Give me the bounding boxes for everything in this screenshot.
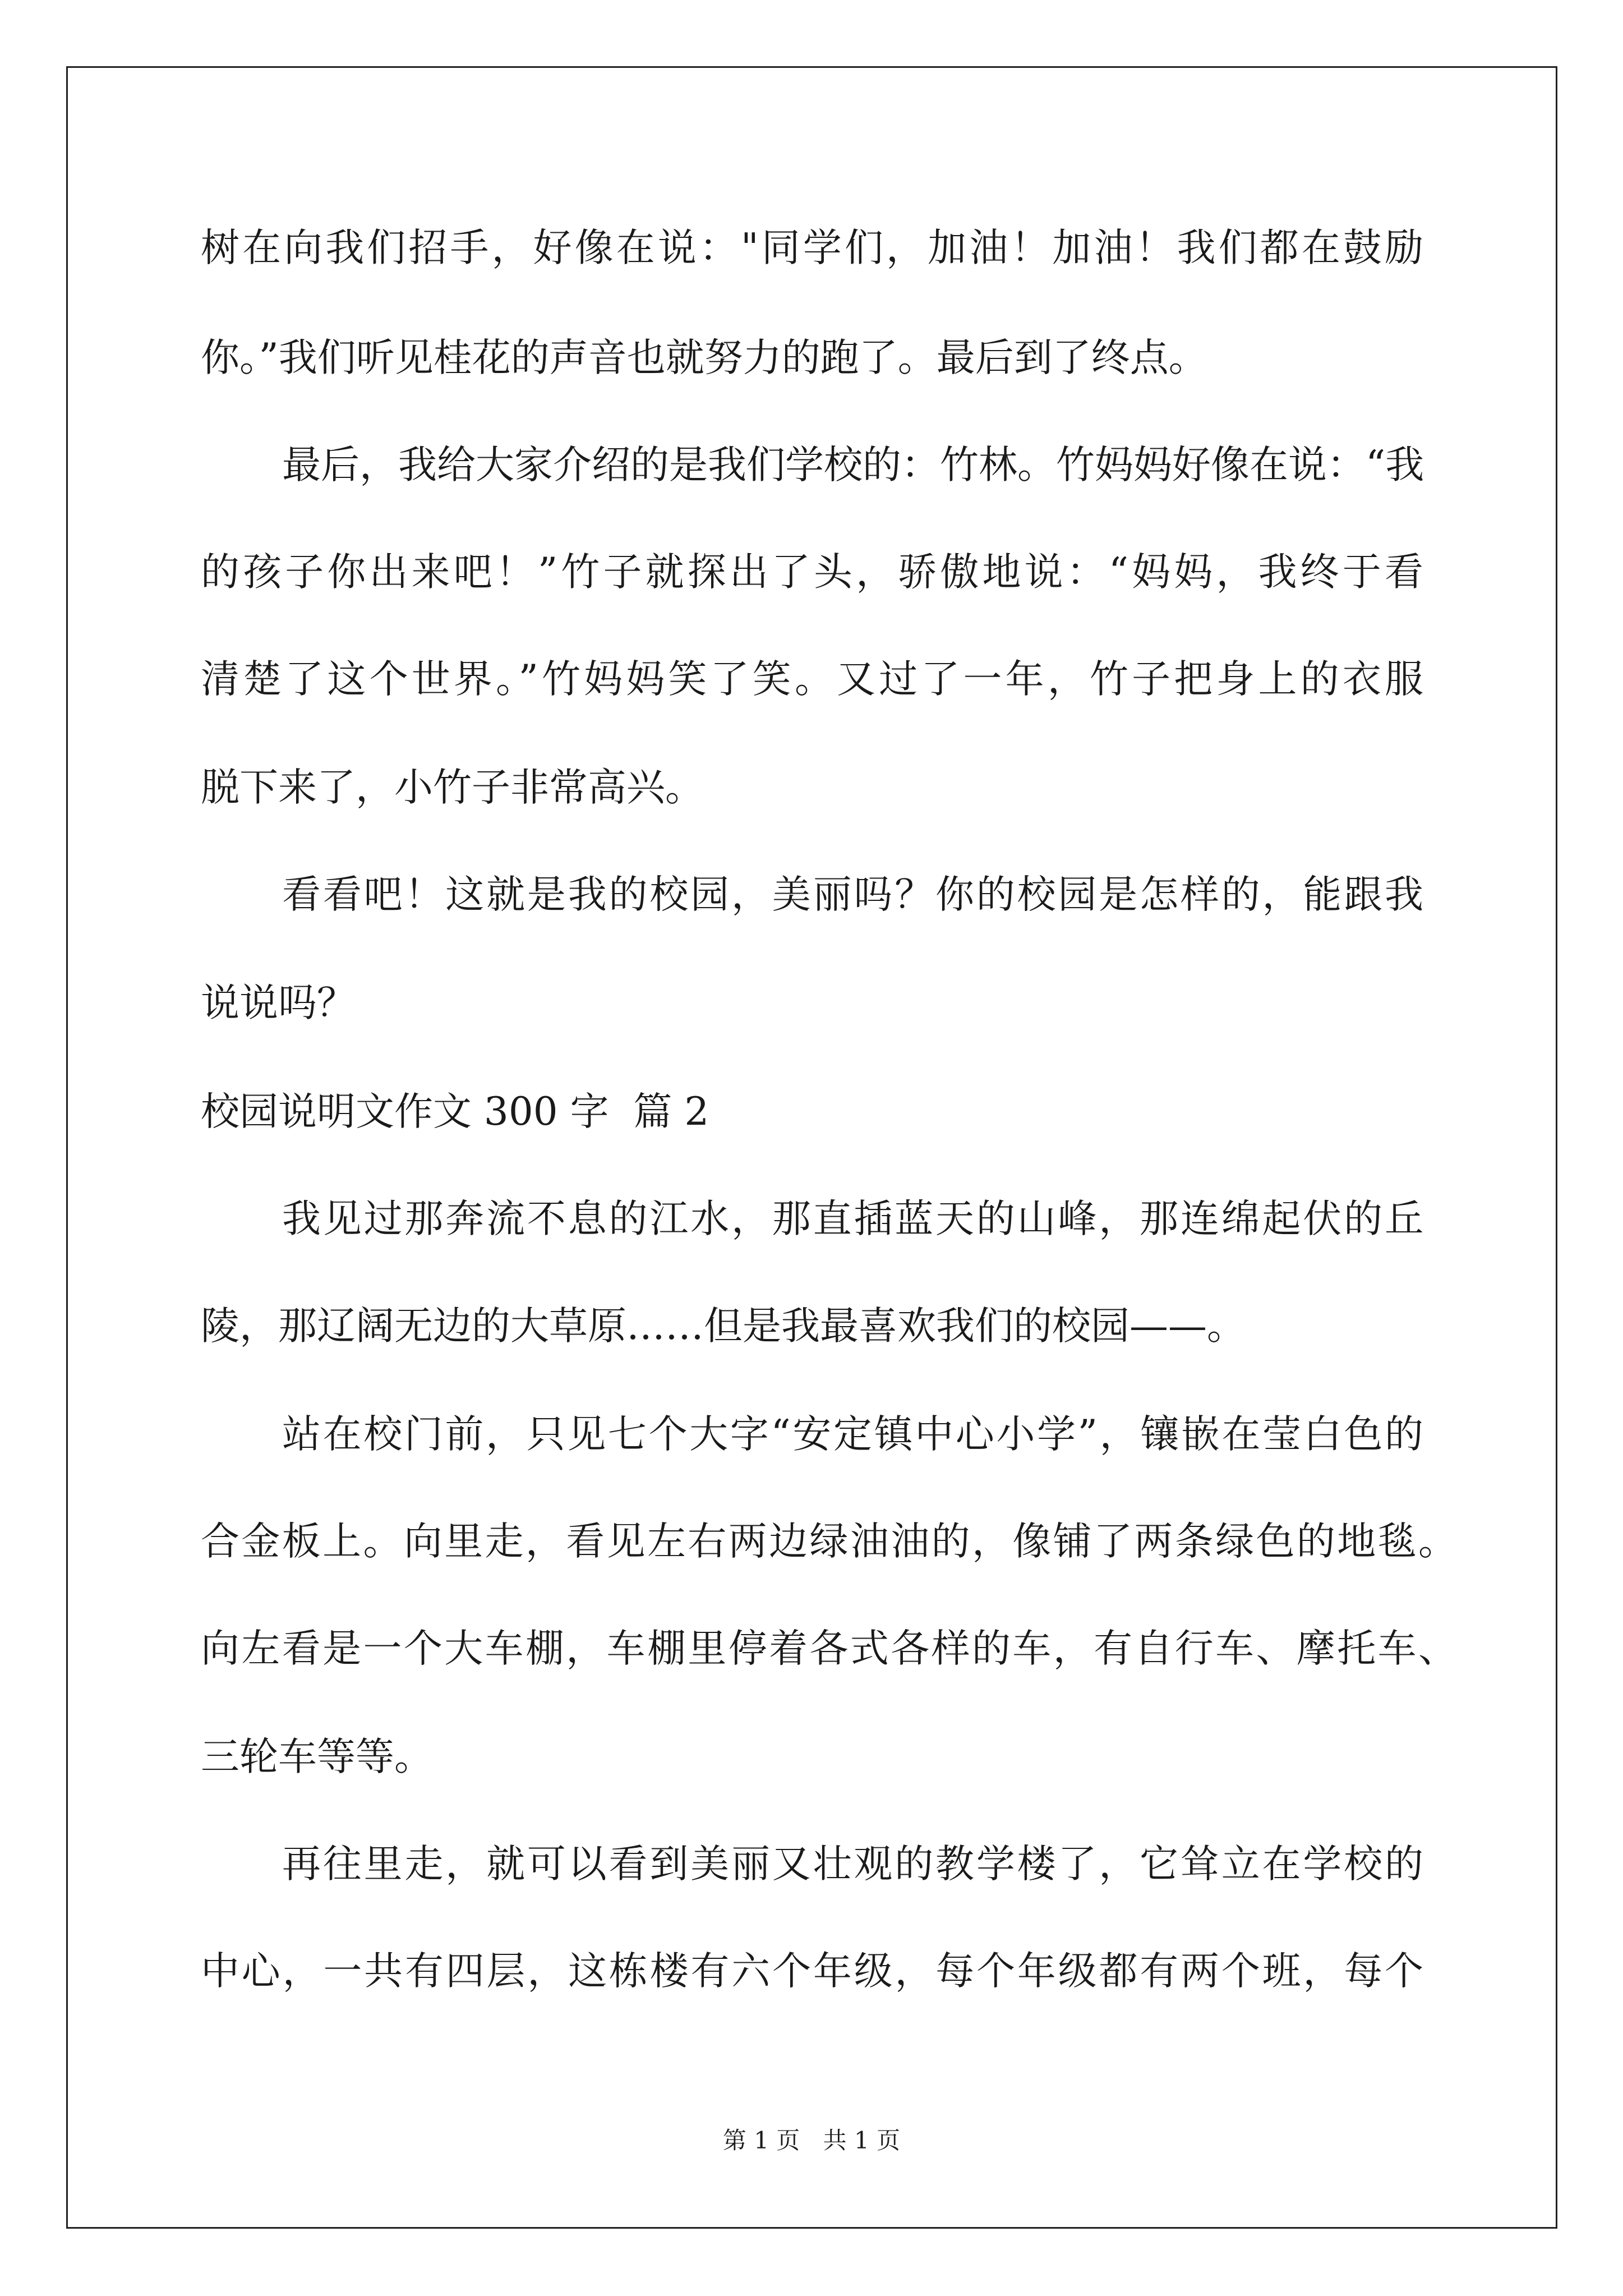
body-line: 说说吗？ <box>201 981 356 1025</box>
body-line: 三轮车等等。 <box>201 1734 433 1779</box>
paragraph-first-line: 我见过那奔流不息的江水，那直插蓝天的山峰，那连绵起伏的丘 <box>282 1197 1423 1241</box>
body-line: 树在向我们招手，好像在说："同学们，加油！加油！我们都在鼓励 <box>201 226 1423 270</box>
page-border <box>66 66 1557 2229</box>
body-line: 向左看是一个大车棚，车棚里停着各式各样的车，有自行车、摩托车、 <box>201 1626 1457 1671</box>
paragraph-first-line: 看看吧！这就是我的校园，美丽吗？你的校园是怎样的，能跟我 <box>282 872 1423 917</box>
paragraph-first-line: 再往里走，就可以看到美丽又壮观的教学楼了，它耸立在学校的 <box>282 1842 1423 1887</box>
body-line: 合金板上。向里走，看见左右两边绿油油的，像铺了两条绿色的地毯。 <box>201 1519 1457 1564</box>
body-line: 清楚了这个世界。”竹妈妈笑了笑。又过了一年，竹子把身上的衣服 <box>201 657 1423 702</box>
body-line: 陵，那辽阔无边的大草原……但是我最喜欢我们的校园——。 <box>201 1304 1246 1349</box>
section-heading: 校园说明文作文 300 字 篇 2 <box>201 1089 709 1134</box>
page-number: 第 1 页 <box>722 2127 800 2154</box>
body-line: 的孩子你出来吧！”竹子就探出了头，骄傲地说：“妈妈，我终于看 <box>201 550 1423 595</box>
body-line: 脱下来了，小竹子非常高兴。 <box>201 765 704 810</box>
paragraph-first-line: 站在校门前，只见七个大字“安定镇中心小学”，镶嵌在莹白色的 <box>282 1412 1423 1457</box>
page-total: 共 1 页 <box>823 2127 901 2154</box>
paragraph-first-line: 最后，我给大家介绍的是我们学校的：竹林。竹妈妈好像在说：“我 <box>282 443 1424 487</box>
body-line: 中心，一共有四层，这栋楼有六个年级，每个年级都有两个班，每个 <box>201 1949 1423 1994</box>
page-footer <box>0 2129 1623 2152</box>
body-line: 你。”我们听见桂花的声音也就努力的跑了。最后到了终点。 <box>201 335 1207 380</box>
